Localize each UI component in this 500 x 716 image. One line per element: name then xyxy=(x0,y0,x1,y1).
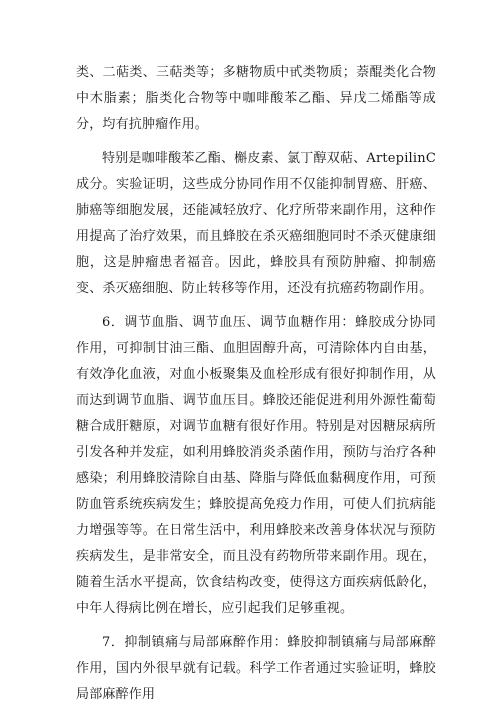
document-body xyxy=(76,60,436,716)
paragraph-analgesic-effects: 7．抑制镇痛与局部麻醉作用：蜂胶抑制镇痛与局部麻醉作用，国内外很早就有记载。科学工作者通过实验证明，蜂胶局部麻醉作用 xyxy=(76,635,436,702)
paragraph-regulation-effects: 6．调节血脂、调节血压、调节血糖作用：蜂胶成分协同作用，可抑制甘油三酯、血胆固醇升高，可清除体内自由基，有效净化血液，对血小板聚集及血栓形成有很好抑制作用，从而达到调节血脂、调节血压目。蜂胶还能促进利用外源性葡萄糖合成肝糖原，对调节血糖有很好作用。特别是对因糖尿病所引发各种并发症，如利用蜂胶消炎杀菌作用，预防与治疗各种感染；利用蜂胶清除自由基、降脂与降低血黏稠度作用，可预防血管系统疾病发生；蜂胶提高免疫力作用，可使人们抗病能力增强等等。在日常生活中，利用蜂胶来改善身体状况与预防疾病发生，是非常安全，而且没有药物所带来副作用。现在，随着生活水平提高，饮食结构改变，使得这方面疾病低龄化，中年人得病比例在增长，应引起我们足够重视。 xyxy=(76,315,436,616)
paragraph-key-components: 特别是咖啡酸苯乙酯、槲皮素、氯丁醇双萜、ArtepilinC成分。实验证明，这些成分协同作用不仅能抑制胃癌、肝癌、肺癌等细胞发展，还能减轻放疗、化疗所带来副作用，这种作用提高了治疗效果，而且蜂胶在杀灭癌细胞同时不杀灭健康细胞，这是肿瘤患者福音。因此，蜂胶具有预防肿瘤、抑制癌变、杀灭癌细胞、防止转移等作用，还没有抗癌药物副作用。 xyxy=(76,151,436,296)
paragraph-antitumor-components: 类、二萜类、三萜类等；多糖物质中甙类物质；萘醌类化合物中木脂素；脂类化合物等中咖啡酸苯乙酯、异戊二烯酯等成分，均有抗肿瘤作用。 xyxy=(76,65,436,132)
